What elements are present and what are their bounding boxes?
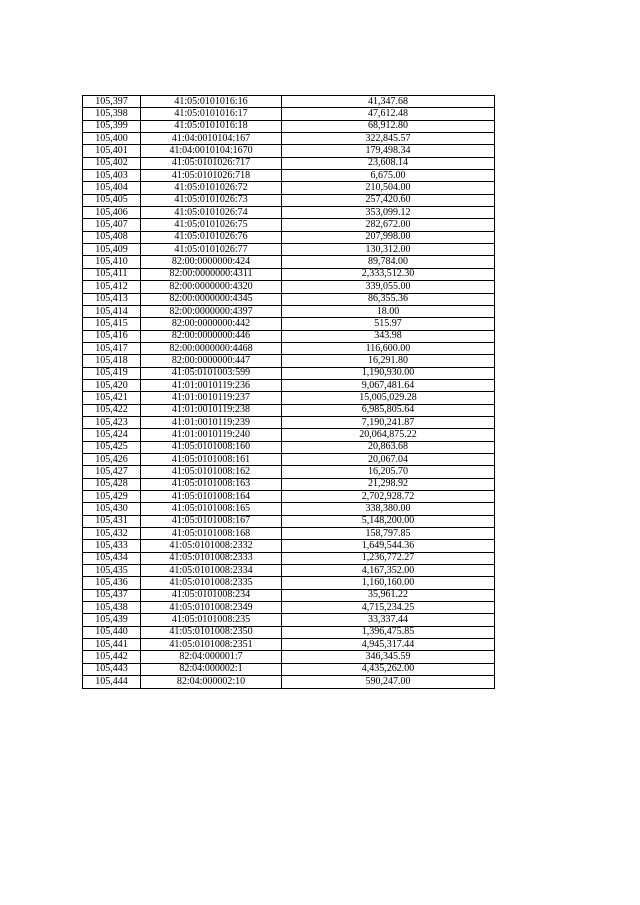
cadastral-number-cell: 82:00:0000000:424	[141, 256, 282, 268]
cadastral-number-cell: 82:04:000002:10	[141, 676, 282, 688]
cadastral-number-cell: 82:00:0000000:4311	[141, 268, 282, 280]
value-cell: 7,190,241.87	[282, 416, 495, 428]
row-number-cell: 105,426	[83, 453, 141, 465]
cadastral-number-cell: 41:05:0101026:74	[141, 207, 282, 219]
row-number-cell: 105,432	[83, 528, 141, 540]
cadastral-number-cell: 41:05:0101026:76	[141, 231, 282, 243]
cadastral-number-cell: 41:05:0101008:2351	[141, 639, 282, 651]
cadastral-number-cell: 41:05:0101008:2349	[141, 602, 282, 614]
row-number-cell: 105,408	[83, 231, 141, 243]
table-row	[83, 207, 495, 219]
table-row	[83, 503, 495, 515]
table-row	[83, 614, 495, 626]
cadastral-number-cell: 41:01:0010119:238	[141, 404, 282, 416]
table-row	[83, 96, 495, 108]
value-cell: 1,160,160.00	[282, 577, 495, 589]
table-row	[83, 367, 495, 379]
row-number-cell: 105,443	[83, 663, 141, 675]
cadastral-number-cell: 41:05:0101008:2335	[141, 577, 282, 589]
table-row	[83, 170, 495, 182]
value-cell: 2,702,928.72	[282, 491, 495, 503]
row-number-cell: 105,434	[83, 552, 141, 564]
row-number-cell: 105,440	[83, 626, 141, 638]
cadastral-number-cell: 82:04:000002:1	[141, 663, 282, 675]
value-cell: 15,005,029.28	[282, 392, 495, 404]
value-cell: 5,148,200.00	[282, 515, 495, 527]
cadastral-number-cell: 41:05:0101008:2332	[141, 540, 282, 552]
table-row	[83, 676, 495, 688]
data-table	[82, 95, 495, 689]
table-row	[83, 108, 495, 120]
cadastral-number-cell: 82:00:0000000:442	[141, 318, 282, 330]
row-number-cell: 105,401	[83, 145, 141, 157]
value-cell: 41,347.68	[282, 96, 495, 108]
row-number-cell: 105,417	[83, 342, 141, 354]
row-number-cell: 105,413	[83, 293, 141, 305]
cadastral-number-cell: 41:01:0010119:237	[141, 392, 282, 404]
cadastral-number-cell: 41:05:0101003:599	[141, 367, 282, 379]
cadastral-number-cell: 41:05:0101008:168	[141, 528, 282, 540]
table-row	[83, 182, 495, 194]
cadastral-number-cell: 41:05:0101008:235	[141, 614, 282, 626]
table-row	[83, 244, 495, 256]
row-number-cell: 105,435	[83, 565, 141, 577]
row-number-cell: 105,429	[83, 491, 141, 503]
row-number-cell: 105,427	[83, 466, 141, 478]
row-number-cell: 105,437	[83, 589, 141, 601]
row-number-cell: 105,431	[83, 515, 141, 527]
table-row	[83, 441, 495, 453]
table-row	[83, 231, 495, 243]
row-number-cell: 105,398	[83, 108, 141, 120]
row-number-cell: 105,424	[83, 429, 141, 441]
table-row	[83, 379, 495, 391]
cadastral-number-cell: 41:05:0101008:2333	[141, 552, 282, 564]
value-cell: 179,498.34	[282, 145, 495, 157]
table-row	[83, 663, 495, 675]
cadastral-number-cell: 41:05:0101008:2334	[141, 565, 282, 577]
value-cell: 353,099.12	[282, 207, 495, 219]
value-cell: 257,420.60	[282, 194, 495, 206]
cadastral-number-cell: 41:04:0010104:1670	[141, 145, 282, 157]
value-cell: 130,312.00	[282, 244, 495, 256]
row-number-cell: 105,406	[83, 207, 141, 219]
value-cell: 89,784.00	[282, 256, 495, 268]
table-row	[83, 540, 495, 552]
value-cell: 16,205.70	[282, 466, 495, 478]
value-cell: 1,396,475.85	[282, 626, 495, 638]
value-cell: 6,985,805.64	[282, 404, 495, 416]
row-number-cell: 105,419	[83, 367, 141, 379]
value-cell: 343.98	[282, 330, 495, 342]
value-cell: 207,998.00	[282, 231, 495, 243]
cadastral-number-cell: 41:05:0101026:717	[141, 157, 282, 169]
cadastral-number-cell: 41:05:0101016:17	[141, 108, 282, 120]
row-number-cell: 105,439	[83, 614, 141, 626]
table-body	[83, 96, 495, 689]
value-cell: 339,055.00	[282, 281, 495, 293]
value-cell: 4,715,234.25	[282, 602, 495, 614]
value-cell: 4,435,262.00	[282, 663, 495, 675]
value-cell: 23,608.14	[282, 157, 495, 169]
table-row	[83, 318, 495, 330]
cadastral-number-cell: 41:05:0101026:72	[141, 182, 282, 194]
cadastral-number-cell: 41:05:0101008:160	[141, 441, 282, 453]
value-cell: 282,672.00	[282, 219, 495, 231]
cadastral-number-cell: 41:05:0101008:167	[141, 515, 282, 527]
value-cell: 346,345.59	[282, 651, 495, 663]
table-row	[83, 639, 495, 651]
table-row	[83, 491, 495, 503]
cadastral-number-cell: 41:05:0101026:77	[141, 244, 282, 256]
table-row	[83, 565, 495, 577]
row-number-cell: 105,436	[83, 577, 141, 589]
table-row	[83, 256, 495, 268]
value-cell: 210,504.00	[282, 182, 495, 194]
table-row	[83, 626, 495, 638]
row-number-cell: 105,412	[83, 281, 141, 293]
value-cell: 116,600.00	[282, 342, 495, 354]
cadastral-number-cell: 41:01:0010119:239	[141, 416, 282, 428]
row-number-cell: 105,422	[83, 404, 141, 416]
cadastral-number-cell: 41:05:0101016:18	[141, 120, 282, 132]
value-cell: 1,190,930.00	[282, 367, 495, 379]
value-cell: 18.00	[282, 305, 495, 317]
cadastral-number-cell: 41:01:0010119:236	[141, 379, 282, 391]
table-row	[83, 268, 495, 280]
cadastral-number-cell: 41:05:0101016:16	[141, 96, 282, 108]
cadastral-number-cell: 41:05:0101008:163	[141, 478, 282, 490]
cadastral-number-cell: 41:05:0101008:165	[141, 503, 282, 515]
cadastral-number-cell: 41:05:0101026:73	[141, 194, 282, 206]
value-cell: 4,167,352.00	[282, 565, 495, 577]
row-number-cell: 105,416	[83, 330, 141, 342]
cadastral-number-cell: 41:01:0010119:240	[141, 429, 282, 441]
table-row	[83, 416, 495, 428]
row-number-cell: 105,397	[83, 96, 141, 108]
row-number-cell: 105,433	[83, 540, 141, 552]
table-row	[83, 305, 495, 317]
table-row	[83, 219, 495, 231]
table-row	[83, 651, 495, 663]
table-row	[83, 453, 495, 465]
value-cell: 158,797.85	[282, 528, 495, 540]
row-number-cell: 105,400	[83, 133, 141, 145]
value-cell: 33,337.44	[282, 614, 495, 626]
row-number-cell: 105,407	[83, 219, 141, 231]
table-row	[83, 478, 495, 490]
table-row	[83, 466, 495, 478]
row-number-cell: 105,411	[83, 268, 141, 280]
value-cell: 20,064,875.22	[282, 429, 495, 441]
value-cell: 68,912.80	[282, 120, 495, 132]
value-cell: 16,291.80	[282, 355, 495, 367]
cadastral-number-cell: 82:00:0000000:4320	[141, 281, 282, 293]
table-row	[83, 355, 495, 367]
value-cell: 9,067,481.64	[282, 379, 495, 391]
row-number-cell: 105,428	[83, 478, 141, 490]
row-number-cell: 105,405	[83, 194, 141, 206]
row-number-cell: 105,409	[83, 244, 141, 256]
cadastral-number-cell: 41:05:0101008:2350	[141, 626, 282, 638]
value-cell: 4,945,317.44	[282, 639, 495, 651]
table-row	[83, 133, 495, 145]
cadastral-number-cell: 41:05:0101008:161	[141, 453, 282, 465]
value-cell: 47,612.48	[282, 108, 495, 120]
cadastral-number-cell: 41:05:0101008:162	[141, 466, 282, 478]
table-row	[83, 145, 495, 157]
row-number-cell: 105,410	[83, 256, 141, 268]
value-cell: 20,863.68	[282, 441, 495, 453]
cadastral-number-cell: 41:05:0101026:75	[141, 219, 282, 231]
cadastral-number-cell: 82:00:0000000:4468	[141, 342, 282, 354]
row-number-cell: 105,414	[83, 305, 141, 317]
value-cell: 2,333,512.30	[282, 268, 495, 280]
table-row	[83, 330, 495, 342]
row-number-cell: 105,444	[83, 676, 141, 688]
cadastral-number-cell: 41:05:0101008:164	[141, 491, 282, 503]
value-cell: 322,845.57	[282, 133, 495, 145]
row-number-cell: 105,438	[83, 602, 141, 614]
cadastral-number-cell: 82:00:0000000:4345	[141, 293, 282, 305]
table-row	[83, 552, 495, 564]
value-cell: 86,355.36	[282, 293, 495, 305]
cadastral-number-cell: 41:04:0010104:167	[141, 133, 282, 145]
row-number-cell: 105,403	[83, 170, 141, 182]
row-number-cell: 105,425	[83, 441, 141, 453]
row-number-cell: 105,418	[83, 355, 141, 367]
table-row	[83, 528, 495, 540]
value-cell: 1,236,772.27	[282, 552, 495, 564]
cadastral-number-cell: 41:05:0101008:234	[141, 589, 282, 601]
row-number-cell: 105,442	[83, 651, 141, 663]
value-cell: 338,380.00	[282, 503, 495, 515]
table-row	[83, 515, 495, 527]
value-cell: 35,961.22	[282, 589, 495, 601]
value-cell: 1,649,544.36	[282, 540, 495, 552]
table-row	[83, 577, 495, 589]
cadastral-number-cell: 82:00:0000000:4397	[141, 305, 282, 317]
value-cell: 6,675.00	[282, 170, 495, 182]
table-row	[83, 392, 495, 404]
cadastral-number-cell: 82:00:0000000:446	[141, 330, 282, 342]
table-row	[83, 194, 495, 206]
cadastral-number-cell: 82:00:0000000:447	[141, 355, 282, 367]
value-cell: 515.97	[282, 318, 495, 330]
table-row	[83, 429, 495, 441]
row-number-cell: 105,430	[83, 503, 141, 515]
table-row	[83, 293, 495, 305]
table-row	[83, 602, 495, 614]
table-row	[83, 404, 495, 416]
table-row	[83, 281, 495, 293]
value-cell: 590,247.00	[282, 676, 495, 688]
row-number-cell: 105,415	[83, 318, 141, 330]
table-row	[83, 120, 495, 132]
row-number-cell: 105,423	[83, 416, 141, 428]
cadastral-number-cell: 82:04:000001:7	[141, 651, 282, 663]
value-cell: 21,298.92	[282, 478, 495, 490]
row-number-cell: 105,404	[83, 182, 141, 194]
table-row	[83, 342, 495, 354]
row-number-cell: 105,421	[83, 392, 141, 404]
row-number-cell: 105,402	[83, 157, 141, 169]
cadastral-number-cell: 41:05:0101026:718	[141, 170, 282, 182]
row-number-cell: 105,399	[83, 120, 141, 132]
table-row	[83, 157, 495, 169]
row-number-cell: 105,441	[83, 639, 141, 651]
table-row	[83, 589, 495, 601]
value-cell: 20,067.04	[282, 453, 495, 465]
row-number-cell: 105,420	[83, 379, 141, 391]
